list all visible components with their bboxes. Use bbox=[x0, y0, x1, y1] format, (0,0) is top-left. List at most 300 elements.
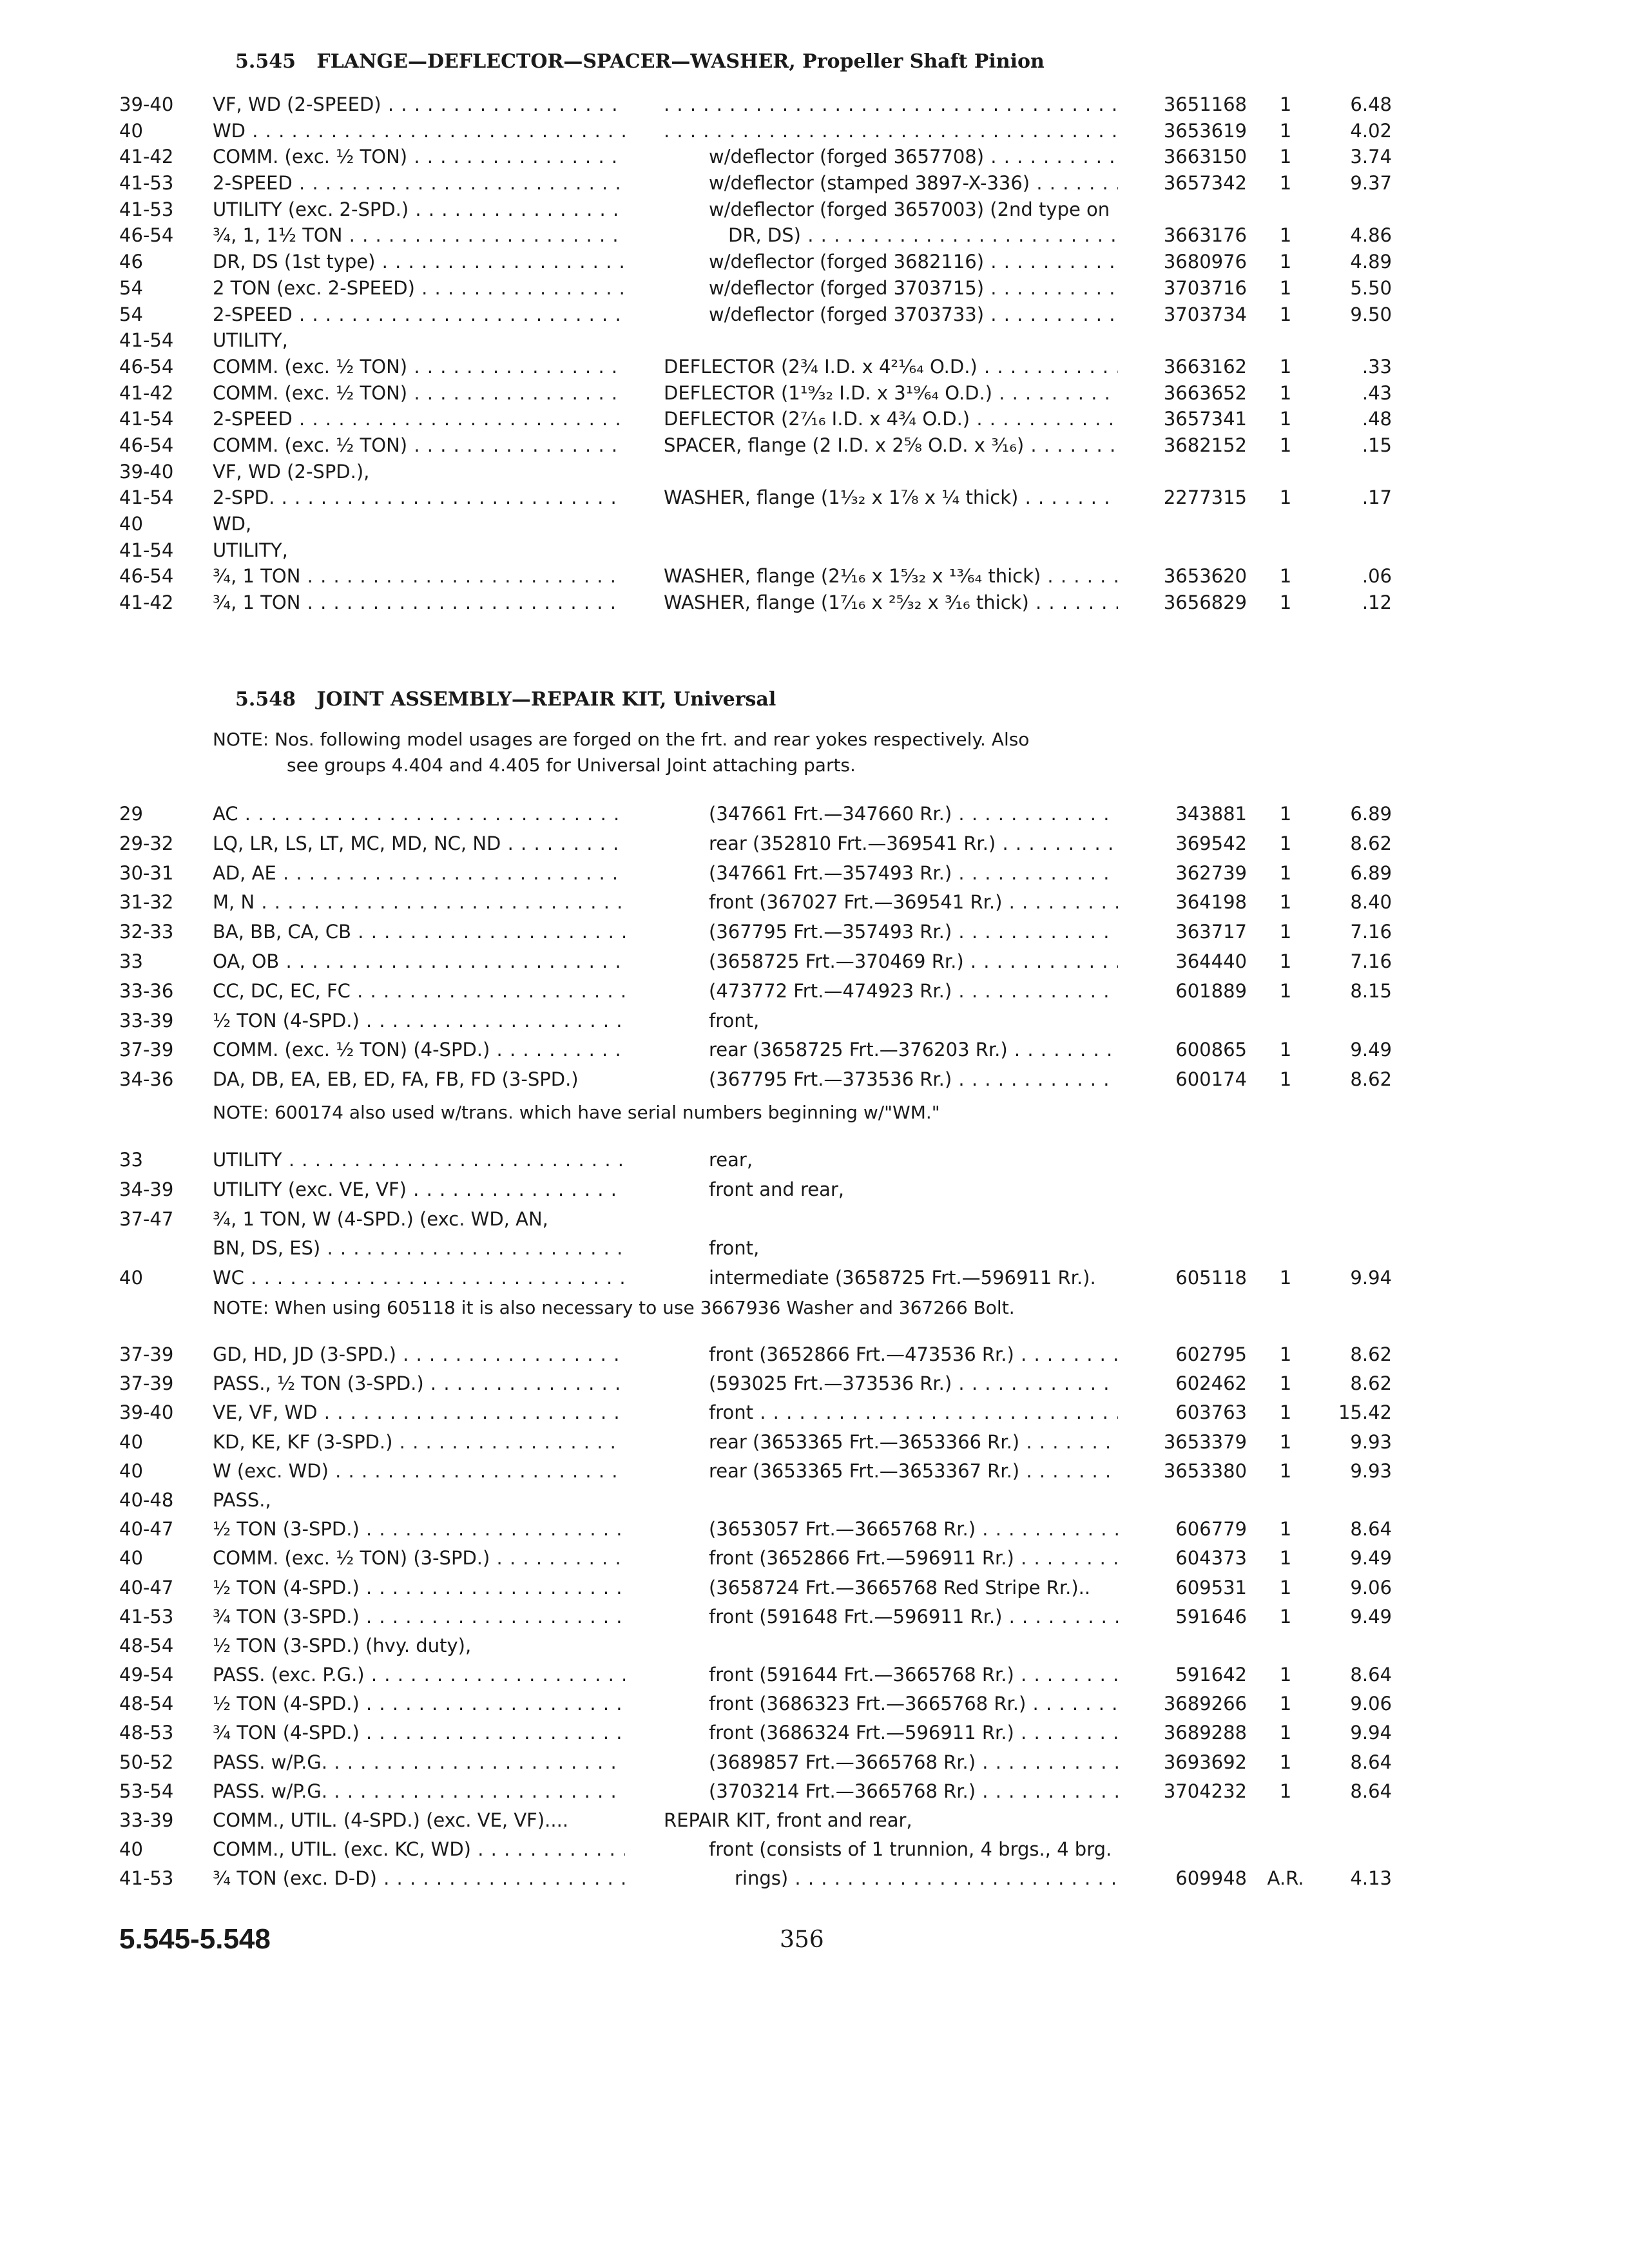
model-usage: COMM. (exc. ½ TON) (3-SPD.) . . . bbox=[213, 1544, 625, 1573]
model-years: 40 bbox=[119, 513, 143, 535]
part-number: 3689266 bbox=[1163, 1693, 1247, 1715]
list-price: 8.64 bbox=[1350, 1518, 1392, 1541]
model-usage: ½ TON (4-SPD.) . . . bbox=[213, 1689, 625, 1718]
part-number: 3656829 bbox=[1163, 591, 1247, 614]
list-price: 9.49 bbox=[1350, 1605, 1392, 1628]
table-row bbox=[0, 249, 1629, 275]
model-years: 34-36 bbox=[119, 1068, 174, 1091]
model-years: 50-52 bbox=[119, 1751, 174, 1773]
note-600174: NOTE: 600174 also used w/trans. which have serial numbers beginning w/"WM." bbox=[213, 1102, 940, 1123]
table-row bbox=[0, 1631, 1629, 1660]
model-usage: ½ TON (4-SPD.) . . . bbox=[213, 1006, 625, 1036]
part-number: 362739 bbox=[1175, 861, 1247, 884]
list-price: 3.74 bbox=[1350, 146, 1392, 168]
part-number: 604373 bbox=[1175, 1547, 1247, 1570]
model-usage: PASS. w/P.G. . . . bbox=[213, 1777, 625, 1806]
part-description: WASHER, flange (2¹⁄₁₆ x 1⁵⁄₃₂ x ¹³⁄₆₄ thick) . . . bbox=[664, 563, 1118, 590]
part-description: REPAIR KIT, front and rear, bbox=[664, 1809, 912, 1831]
section-5-548-table-b bbox=[0, 1146, 1629, 1293]
table-row bbox=[0, 563, 1629, 590]
part-number: 3663162 bbox=[1163, 355, 1247, 378]
model-years: 54 bbox=[119, 303, 143, 325]
part-description: (3658724 Frt.—3665768 Red Stripe Rr.).. bbox=[709, 1576, 1091, 1599]
model-years: 30-31 bbox=[119, 861, 174, 884]
part-number: 364198 bbox=[1175, 891, 1247, 914]
table-row bbox=[0, 1864, 1629, 1893]
quantity: 1 bbox=[1279, 1068, 1292, 1091]
part-description: DEFLECTOR (1¹⁹⁄₃₂ I.D. x 3¹⁹⁄₆₄ O.D.) . . . bbox=[664, 380, 1118, 407]
quantity: 1 bbox=[1279, 979, 1292, 1002]
table-row bbox=[0, 1660, 1629, 1689]
model-years: 41-54 bbox=[119, 329, 174, 352]
part-description: w/deflector (forged 3703715) . . . bbox=[709, 275, 1118, 302]
table-row bbox=[0, 1486, 1629, 1515]
part-number: 343881 bbox=[1175, 803, 1247, 825]
list-price: 4.02 bbox=[1350, 119, 1392, 142]
model-usage: GD, HD, JD (3-SPD.) . . . bbox=[213, 1340, 625, 1369]
model-years: 40 bbox=[119, 1838, 143, 1861]
list-price: 8.15 bbox=[1350, 979, 1392, 1002]
model-usage: BN, DS, ES) . . . bbox=[213, 1234, 625, 1264]
table-row bbox=[0, 1006, 1629, 1036]
part-description: (3703214 Frt.—3665768 Rr.) . . . bbox=[709, 1777, 1118, 1806]
quantity: 1 bbox=[1279, 1605, 1292, 1628]
part-number: 2277315 bbox=[1163, 486, 1247, 509]
model-years: 41-42 bbox=[119, 146, 174, 168]
model-years: 46-54 bbox=[119, 224, 174, 247]
quantity: 1 bbox=[1279, 832, 1292, 854]
list-price: .12 bbox=[1362, 591, 1392, 614]
part-description: w/deflector (forged 3657003) (2nd type on bbox=[709, 198, 1110, 220]
table-row bbox=[0, 1146, 1629, 1175]
table-row bbox=[0, 1205, 1629, 1235]
part-description: (593025 Frt.—373536 Rr.) . . . bbox=[709, 1369, 1118, 1398]
model-usage: WC . . . bbox=[213, 1264, 625, 1293]
model-years: 39-40 bbox=[119, 1401, 174, 1424]
table-row bbox=[0, 1340, 1629, 1369]
quantity: 1 bbox=[1279, 1459, 1292, 1482]
model-years: 41-42 bbox=[119, 591, 174, 614]
model-usage: W (exc. WD) . . . bbox=[213, 1457, 625, 1486]
section-title: FLANGE—DEFLECTOR—SPACER—WASHER, bbox=[316, 50, 796, 73]
model-usage: UTILITY, bbox=[213, 539, 288, 561]
part-number: 3703734 bbox=[1163, 303, 1247, 325]
quantity: 1 bbox=[1279, 486, 1292, 509]
quantity: 1 bbox=[1279, 408, 1292, 430]
quantity: 1 bbox=[1279, 1430, 1292, 1453]
list-price: 6.48 bbox=[1350, 93, 1392, 115]
quantity: 1 bbox=[1279, 1039, 1292, 1061]
quantity: 1 bbox=[1279, 1722, 1292, 1744]
model-usage: COMM. (exc. ½ TON) (4-SPD.) . . . bbox=[213, 1035, 625, 1065]
model-years: 33-36 bbox=[119, 979, 174, 1002]
model-years: 46-54 bbox=[119, 355, 174, 378]
model-years: 31-32 bbox=[119, 891, 174, 914]
model-usage: KD, KE, KF (3-SPD.) . . . bbox=[213, 1428, 625, 1457]
table-row bbox=[0, 829, 1629, 859]
quantity: 1 bbox=[1279, 251, 1292, 273]
model-years: 41-54 bbox=[119, 539, 174, 561]
part-number: 3663176 bbox=[1163, 224, 1247, 247]
model-usage: DA, DB, EA, EB, ED, FA, FB, FD (3-SPD.) bbox=[213, 1068, 579, 1091]
list-price: 8.64 bbox=[1350, 1751, 1392, 1773]
table-row bbox=[0, 590, 1629, 616]
part-description: (367795 Frt.—357493 Rr.) . . . bbox=[709, 918, 1118, 947]
model-years: 40 bbox=[119, 119, 143, 142]
part-number: 609531 bbox=[1175, 1576, 1247, 1599]
section-5-545-table bbox=[0, 91, 1629, 616]
model-years: 39-40 bbox=[119, 460, 174, 483]
list-price: 9.37 bbox=[1350, 172, 1392, 195]
model-usage: ¾, 1 TON . . . bbox=[213, 563, 625, 590]
list-price: 15.42 bbox=[1338, 1401, 1392, 1424]
part-number: 609948 bbox=[1175, 1867, 1247, 1890]
model-usage: COMM., UTIL. (4-SPD.) (exc. VE, VF).... bbox=[213, 1809, 569, 1831]
table-row bbox=[0, 197, 1629, 223]
part-number: 3704232 bbox=[1163, 1780, 1247, 1802]
quantity: 1 bbox=[1279, 146, 1292, 168]
model-usage: COMM. (exc. ½ TON) . . . bbox=[213, 354, 625, 380]
quantity: 1 bbox=[1279, 1372, 1292, 1395]
part-description: (473772 Frt.—474923 Rr.) . . . bbox=[709, 977, 1118, 1006]
table-row bbox=[0, 302, 1629, 328]
part-description: SPACER, flange (2 I.D. x 2⅝ O.D. x ³⁄₁₆) . . . bbox=[664, 432, 1118, 459]
model-usage: UTILITY (exc. 2-SPD.) . . . bbox=[213, 197, 625, 223]
model-years: 49-54 bbox=[119, 1664, 174, 1686]
table-row bbox=[0, 800, 1629, 829]
model-usage: PASS. (exc. P.G.) . . . bbox=[213, 1660, 625, 1689]
part-description: DR, DS) . . . bbox=[728, 222, 1118, 249]
part-number: 3657342 bbox=[1163, 172, 1247, 195]
model-usage: 2 TON (exc. 2-SPEED) . . . bbox=[213, 275, 625, 302]
model-years: 40-47 bbox=[119, 1576, 174, 1599]
table-row bbox=[0, 1777, 1629, 1806]
model-usage: PASS., ½ TON (3-SPD.) . . . bbox=[213, 1369, 625, 1398]
list-price: 9.06 bbox=[1350, 1576, 1392, 1599]
model-years: 29-32 bbox=[119, 832, 174, 854]
table-row bbox=[0, 977, 1629, 1006]
list-price: 4.13 bbox=[1350, 1867, 1392, 1890]
quantity: 1 bbox=[1279, 1401, 1292, 1424]
part-description: WASHER, flange (1⁷⁄₁₆ x ²⁵⁄₃₂ x ³⁄₁₆ thick) . . . bbox=[664, 590, 1118, 616]
model-years: 40-48 bbox=[119, 1488, 174, 1511]
table-row bbox=[0, 1515, 1629, 1544]
list-price: .48 bbox=[1362, 408, 1392, 430]
part-description: rear (3658725 Frt.—376203 Rr.) . . . bbox=[709, 1035, 1118, 1065]
model-usage: VF, WD (2-SPD.), bbox=[213, 460, 370, 483]
model-usage: PASS. w/P.G. . . . bbox=[213, 1748, 625, 1777]
quantity: 1 bbox=[1279, 1518, 1292, 1541]
model-usage: VF, WD (2-SPEED) . . . bbox=[213, 91, 625, 118]
model-usage: OA, OB . . . bbox=[213, 947, 625, 977]
table-row bbox=[0, 91, 1629, 118]
table-row bbox=[0, 380, 1629, 407]
model-usage: ¾, 1 TON . . . bbox=[213, 590, 625, 616]
section-5-545-heading bbox=[235, 50, 1045, 73]
table-row bbox=[0, 1035, 1629, 1065]
quantity: 1 bbox=[1279, 565, 1292, 588]
part-number: 591642 bbox=[1175, 1664, 1247, 1686]
model-usage: COMM. (exc. ½ TON) . . . bbox=[213, 380, 625, 407]
model-usage: ½ TON (4-SPD.) . . . bbox=[213, 1573, 625, 1602]
model-usage: ¾, 1 TON, W (4-SPD.) (exc. WD, AN, bbox=[213, 1207, 548, 1230]
list-price: 8.62 bbox=[1350, 1068, 1392, 1091]
table-row bbox=[0, 1398, 1629, 1427]
model-usage: ½ TON (3-SPD.) (hvy. duty), bbox=[213, 1634, 472, 1657]
model-usage: COMM. (exc. ½ TON) . . . bbox=[213, 432, 625, 459]
table-row bbox=[0, 144, 1629, 170]
part-number: 602795 bbox=[1175, 1343, 1247, 1365]
table-row bbox=[0, 406, 1629, 432]
part-description: (3689857 Frt.—3665768 Rr.) . . . bbox=[709, 1748, 1118, 1777]
note-intro-line-2: see groups 4.404 and 4.405 for Universal Joint attaching parts. bbox=[287, 754, 856, 776]
model-years: 48-54 bbox=[119, 1634, 174, 1657]
quantity: 1 bbox=[1279, 1664, 1292, 1686]
part-description: front and rear, bbox=[709, 1178, 845, 1200]
section-number: 5.545 bbox=[235, 50, 296, 73]
list-price: .06 bbox=[1362, 565, 1392, 588]
section-5-548-heading bbox=[235, 688, 776, 711]
note-intro-line-1: NOTE: Nos. following model usages are forged on the frt. and rear yokes respectively. Also bbox=[213, 729, 1030, 750]
part-number: 3651168 bbox=[1163, 93, 1247, 115]
part-description: front, bbox=[709, 1237, 760, 1260]
part-number: 3653620 bbox=[1163, 565, 1247, 588]
table-row bbox=[0, 1602, 1629, 1631]
table-row bbox=[0, 1835, 1629, 1864]
quantity: 1 bbox=[1279, 1780, 1292, 1802]
model-years: 54 bbox=[119, 276, 143, 299]
table-row bbox=[0, 947, 1629, 977]
quantity: 1 bbox=[1279, 1751, 1292, 1773]
list-price: .33 bbox=[1362, 355, 1392, 378]
part-description bbox=[664, 91, 1118, 118]
model-usage: UTILITY . . . bbox=[213, 1146, 625, 1175]
part-number: 3653379 bbox=[1163, 1430, 1247, 1453]
table-row bbox=[0, 1544, 1629, 1573]
part-description: front (consists of 1 trunnion, 4 brgs., 4 brg. bbox=[709, 1838, 1112, 1861]
model-usage: WD . . . bbox=[213, 118, 625, 144]
part-number: 606779 bbox=[1175, 1518, 1247, 1541]
model-years: 53-54 bbox=[119, 1780, 174, 1802]
list-price: 4.86 bbox=[1350, 224, 1392, 247]
part-description: DEFLECTOR (2⁷⁄₁₆ I.D. x 4¾ O.D.) . . . bbox=[664, 406, 1118, 432]
model-usage: AC . . . bbox=[213, 800, 625, 829]
model-years: 48-54 bbox=[119, 1693, 174, 1715]
quantity: 1 bbox=[1279, 381, 1292, 404]
model-usage: ¾ TON (exc. D-D) . . . bbox=[213, 1864, 625, 1893]
table-row bbox=[0, 1457, 1629, 1486]
part-number: 3663150 bbox=[1163, 146, 1247, 168]
model-years: 41-53 bbox=[119, 1867, 174, 1890]
list-price: 8.62 bbox=[1350, 832, 1392, 854]
model-usage: CC, DC, EC, FC . . . bbox=[213, 977, 625, 1006]
part-description: rear (352810 Frt.—369541 Rr.) . . . bbox=[709, 829, 1118, 859]
table-row bbox=[0, 1689, 1629, 1718]
model-usage: DR, DS (1st type) . . . bbox=[213, 249, 625, 275]
table-row bbox=[0, 1065, 1629, 1095]
list-price: 7.16 bbox=[1350, 950, 1392, 972]
model-years: 29 bbox=[119, 803, 143, 825]
table-row bbox=[0, 859, 1629, 889]
model-usage: PASS., bbox=[213, 1488, 271, 1511]
list-price: .43 bbox=[1362, 381, 1392, 404]
part-description: front (3686324 Frt.—596911 Rr.) . . . bbox=[709, 1718, 1118, 1747]
part-number: 603763 bbox=[1175, 1401, 1247, 1424]
model-years: 46 bbox=[119, 251, 143, 273]
quantity: 1 bbox=[1279, 119, 1292, 142]
list-price: 5.50 bbox=[1350, 276, 1392, 299]
list-price: 9.50 bbox=[1350, 303, 1392, 325]
model-years: 40-47 bbox=[119, 1518, 174, 1541]
section-subtitle: Universal bbox=[673, 688, 776, 711]
part-description: front (367027 Frt.—369541 Rr.) . . . bbox=[709, 888, 1118, 918]
model-usage: COMM., UTIL. (exc. KC, WD) . . . bbox=[213, 1835, 625, 1864]
part-number: 3682152 bbox=[1163, 434, 1247, 456]
part-number: 3657341 bbox=[1163, 408, 1247, 430]
model-usage: 2-SPEED . . . bbox=[213, 406, 625, 432]
list-price: 6.89 bbox=[1350, 861, 1392, 884]
table-row bbox=[0, 1175, 1629, 1205]
part-description: (347661 Frt.—347660 Rr.) . . . bbox=[709, 800, 1118, 829]
table-row bbox=[0, 1718, 1629, 1747]
table-row bbox=[0, 327, 1629, 354]
section-5-548-table-c bbox=[0, 1340, 1629, 1894]
part-number: 600865 bbox=[1175, 1039, 1247, 1061]
part-description: intermediate (3658725 Frt.—596911 Rr.). bbox=[709, 1267, 1096, 1289]
part-number: 3689288 bbox=[1163, 1722, 1247, 1744]
model-years: 39-40 bbox=[119, 93, 174, 115]
model-years: 37-47 bbox=[119, 1207, 174, 1230]
model-years: 41-53 bbox=[119, 172, 174, 195]
list-price: 9.93 bbox=[1350, 1430, 1392, 1453]
table-row bbox=[0, 1806, 1629, 1835]
note-605118: NOTE: When using 605118 it is also necessary to use 3667936 Washer and 367266 Bolt. bbox=[213, 1297, 1015, 1318]
part-description bbox=[664, 118, 1118, 144]
model-years: 37-39 bbox=[119, 1343, 174, 1365]
table-row bbox=[0, 1234, 1629, 1264]
part-description: w/deflector (stamped 3897-X-336) . . . bbox=[709, 170, 1118, 197]
part-number: 602462 bbox=[1175, 1372, 1247, 1395]
model-years: 41-53 bbox=[119, 198, 174, 220]
part-description: w/deflector (forged 3703733) . . . bbox=[709, 302, 1118, 328]
model-years: 34-39 bbox=[119, 1178, 174, 1200]
part-description: front (3652866 Frt.—473536 Rr.) . . . bbox=[709, 1340, 1118, 1369]
quantity: 1 bbox=[1279, 861, 1292, 884]
model-years: 41-54 bbox=[119, 408, 174, 430]
table-row bbox=[0, 1264, 1629, 1293]
list-price: .15 bbox=[1362, 434, 1392, 456]
list-price: 8.62 bbox=[1350, 1372, 1392, 1395]
part-description: w/deflector (forged 3657708) . . . bbox=[709, 144, 1118, 170]
model-years: 40 bbox=[119, 1430, 143, 1453]
part-description: front (591644 Frt.—3665768 Rr.) . . . bbox=[709, 1660, 1118, 1689]
model-usage: 2-SPEED . . . bbox=[213, 302, 625, 328]
part-number: 605118 bbox=[1175, 1267, 1247, 1289]
model-usage: UTILITY, bbox=[213, 329, 288, 352]
model-usage: ¾, 1, 1½ TON . . . bbox=[213, 222, 625, 249]
list-price: 9.49 bbox=[1350, 1039, 1392, 1061]
model-years: 37-39 bbox=[119, 1372, 174, 1395]
part-number: 600174 bbox=[1175, 1068, 1247, 1091]
page-number: 356 bbox=[780, 1927, 824, 1953]
list-price: 8.64 bbox=[1350, 1664, 1392, 1686]
quantity: 1 bbox=[1279, 303, 1292, 325]
model-usage: ¾ TON (4-SPD.) . . . bbox=[213, 1718, 625, 1747]
model-years: 46-54 bbox=[119, 565, 174, 588]
part-number: 591646 bbox=[1175, 1605, 1247, 1628]
part-number: 3703716 bbox=[1163, 276, 1247, 299]
part-description: rings) . . . bbox=[735, 1864, 1118, 1893]
model-years: 41-53 bbox=[119, 1605, 174, 1628]
section-subtitle: Propeller Shaft Pinion bbox=[802, 50, 1045, 73]
quantity: 1 bbox=[1279, 1693, 1292, 1715]
list-price: 4.89 bbox=[1350, 251, 1392, 273]
table-row bbox=[0, 222, 1629, 249]
quantity: 1 bbox=[1279, 1576, 1292, 1599]
model-years: 40 bbox=[119, 1547, 143, 1570]
quantity: 1 bbox=[1279, 803, 1292, 825]
model-usage: 2-SPD. . . . bbox=[213, 485, 625, 511]
part-description: front . . . bbox=[709, 1398, 1118, 1427]
model-usage: AD, AE . . . bbox=[213, 859, 625, 889]
part-number: 601889 bbox=[1175, 979, 1247, 1002]
part-description: front (3686323 Frt.—3665768 Rr.) . . . bbox=[709, 1689, 1118, 1718]
model-usage: ½ TON (3-SPD.) . . . bbox=[213, 1515, 625, 1544]
quantity: 1 bbox=[1279, 1267, 1292, 1289]
part-description: (3653057 Frt.—3665768 Rr.) . . . bbox=[709, 1515, 1118, 1544]
table-row bbox=[0, 1573, 1629, 1602]
table-row bbox=[0, 1748, 1629, 1777]
model-years: 41-42 bbox=[119, 381, 174, 404]
part-number: 3693692 bbox=[1163, 1751, 1247, 1773]
model-usage: WD, bbox=[213, 513, 252, 535]
part-number: 363717 bbox=[1175, 921, 1247, 943]
model-usage: LQ, LR, LS, LT, MC, MD, NC, ND . . . bbox=[213, 829, 625, 859]
model-years: 33-39 bbox=[119, 1009, 174, 1032]
part-description: DEFLECTOR (2¾ I.D. x 4²¹⁄₆₄ O.D.) . . . bbox=[664, 354, 1118, 380]
table-row bbox=[0, 1369, 1629, 1398]
model-years: 33 bbox=[119, 950, 143, 972]
model-years: 41-54 bbox=[119, 486, 174, 509]
quantity: 1 bbox=[1279, 921, 1292, 943]
quantity: 1 bbox=[1279, 224, 1292, 247]
model-years: 40 bbox=[119, 1267, 143, 1289]
table-row bbox=[0, 537, 1629, 564]
quantity: 1 bbox=[1279, 93, 1292, 115]
model-usage: 2-SPEED . . . bbox=[213, 170, 625, 197]
model-years: 33-39 bbox=[119, 1809, 174, 1831]
part-description: rear (3653365 Frt.—3653367 Rr.) . . . bbox=[709, 1457, 1118, 1486]
model-usage: COMM. (exc. ½ TON) . . . bbox=[213, 144, 625, 170]
list-price: 6.89 bbox=[1350, 803, 1392, 825]
part-description: rear (3653365 Frt.—3653366 Rr.) . . . bbox=[709, 1428, 1118, 1457]
table-row bbox=[0, 354, 1629, 380]
part-description: WASHER, flange (1¹⁄₃₂ x 1⅞ x ¼ thick) . . . bbox=[664, 485, 1118, 511]
list-price: 8.64 bbox=[1350, 1780, 1392, 1802]
section-title: JOINT ASSEMBLY—REPAIR KIT, bbox=[316, 688, 667, 711]
quantity: 1 bbox=[1279, 1343, 1292, 1365]
table-row bbox=[0, 459, 1629, 485]
model-usage: UTILITY (exc. VE, VF) . . . bbox=[213, 1175, 625, 1205]
part-number: 3680976 bbox=[1163, 251, 1247, 273]
model-usage: BA, BB, CA, CB . . . bbox=[213, 918, 625, 947]
part-number: 3653380 bbox=[1163, 1459, 1247, 1482]
list-price: 9.49 bbox=[1350, 1547, 1392, 1570]
quantity: 1 bbox=[1279, 172, 1292, 195]
part-description: w/deflector (forged 3682116) . . . bbox=[709, 249, 1118, 275]
table-row bbox=[0, 170, 1629, 197]
model-years: 40 bbox=[119, 1459, 143, 1482]
